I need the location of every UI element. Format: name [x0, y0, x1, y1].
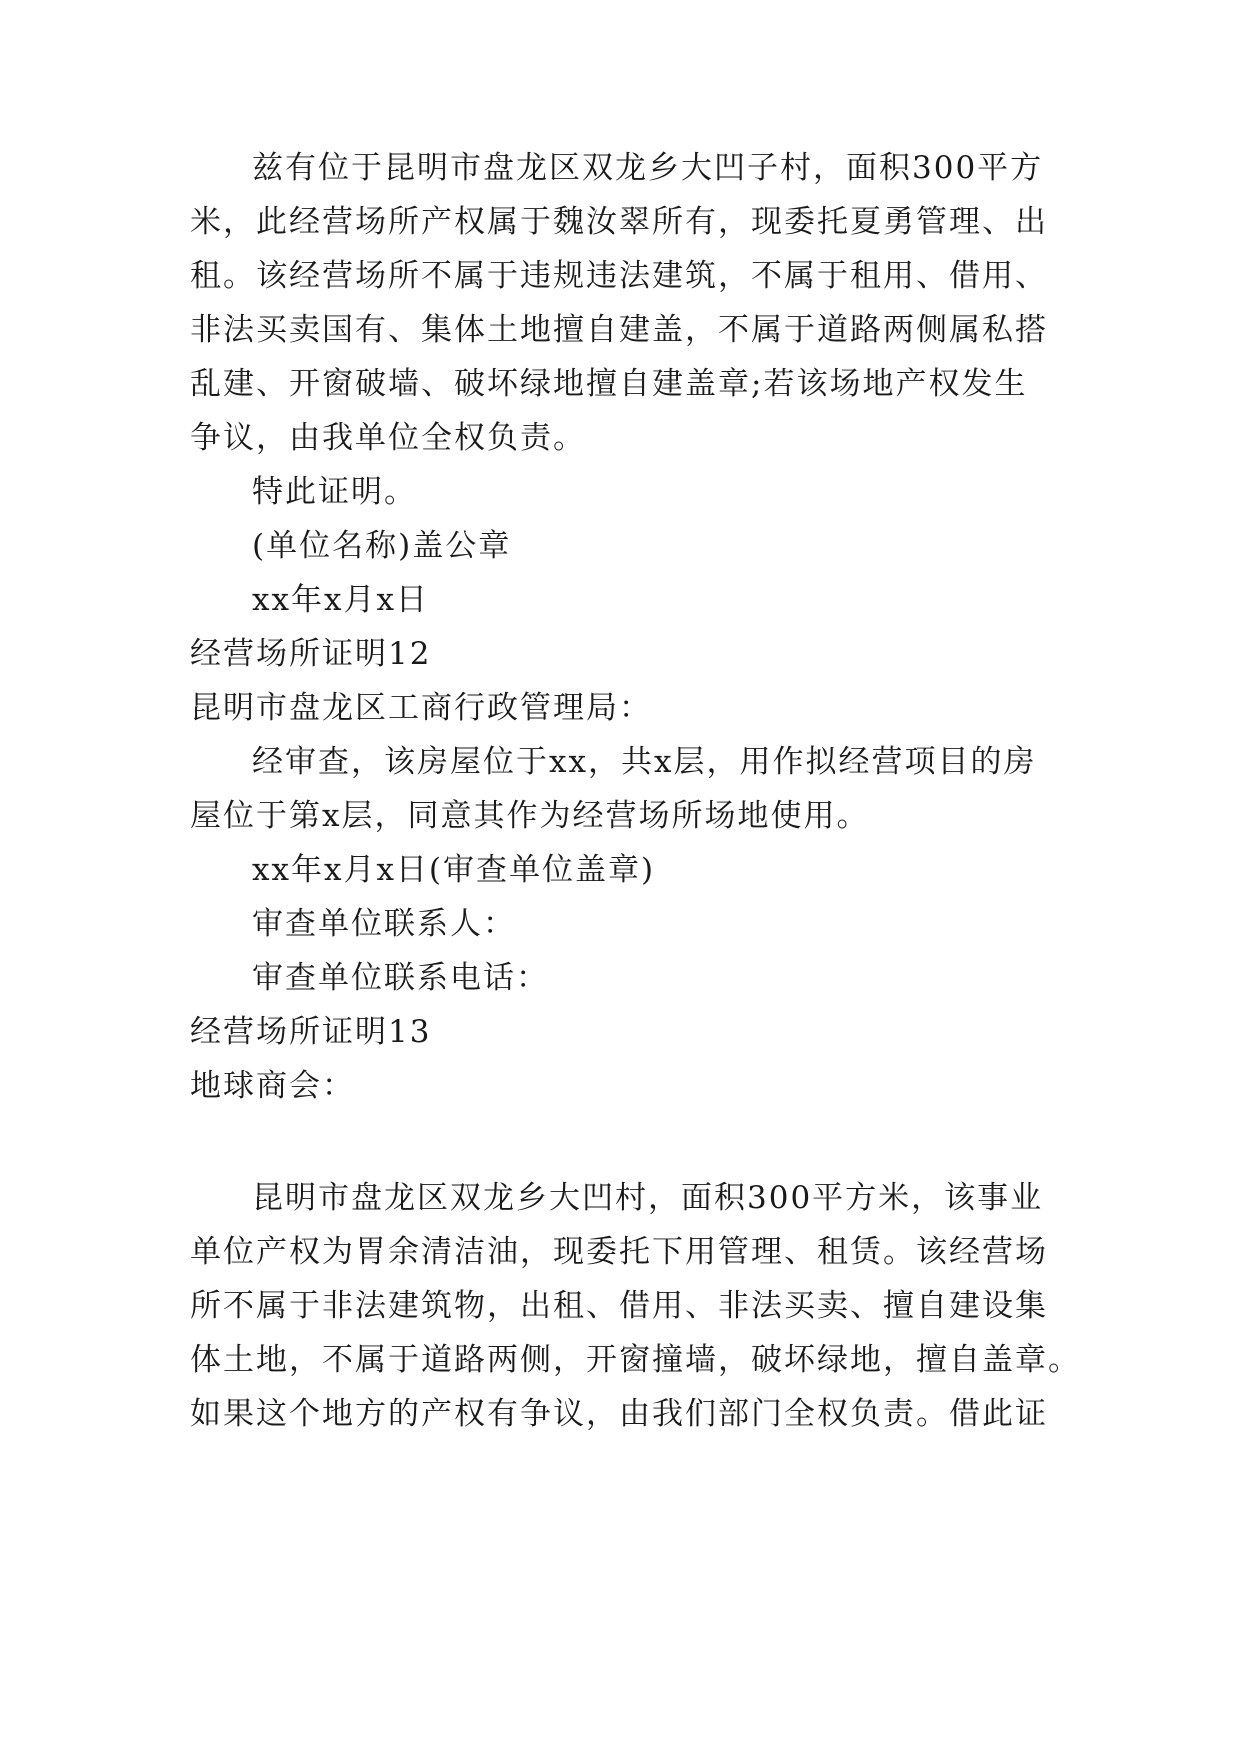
paragraph-line: 如果这个地方的产权有争议，由我们部门全权负责。借此证 — [190, 1396, 1048, 1432]
date-line: xx年x月x日 — [252, 582, 429, 618]
paragraph-line: 屋位于第x层，同意其作为经营场所场地使用。 — [190, 798, 870, 834]
addressee: 地球商会： — [190, 1068, 355, 1104]
seal-line: (单位名称)盖公章 — [252, 528, 512, 564]
paragraph-line: 经审查，该房屋位于xx，共x层，用作拟经营项目的房 — [252, 744, 1037, 780]
section-heading: 经营场所证明12 — [190, 636, 432, 672]
paragraph-line: 租。该经营场所不属于违规违法建筑，不属于租用、借用、 — [190, 258, 1048, 294]
paragraph-line: 体土地，不属于道路两侧，开窗撞墙，破坏绿地，擅自盖章。 — [190, 1342, 1081, 1378]
paragraph-line: 单位产权为胃余清洁油，现委托下用管理、租赁。该经营场 — [190, 1234, 1048, 1270]
paragraph-line: 米，此经营场所产权属于魏汝翠所有，现委托夏勇管理、出 — [190, 204, 1048, 240]
paragraph-line: 争议，由我单位全权负责。 — [190, 420, 586, 456]
phone-line: 审查单位联系电话： — [252, 960, 549, 996]
special-note: 特此证明。 — [252, 474, 417, 510]
contact-line: 审查单位联系人： — [252, 906, 516, 942]
paragraph-line: 昆明市盘龙区双龙乡大凹村，面积300平方米，该事业 — [252, 1180, 1044, 1216]
paragraph-line: 乱建、开窗破墙、破坏绿地擅自建盖章;若该场地产权发生 — [190, 366, 1028, 402]
paragraph-line: 所不属于非法建筑物，出租、借用、非法买卖、擅自建设集 — [190, 1288, 1048, 1324]
addressee: 昆明市盘龙区工商行政管理局： — [190, 690, 652, 726]
section-heading: 经营场所证明13 — [190, 1014, 432, 1050]
paragraph-line: 非法买卖国有、集体土地擅自建盖，不属于道路两侧属私搭 — [190, 312, 1048, 348]
date-seal-line: xx年x月x日(审查单位盖章) — [252, 852, 656, 888]
paragraph-line: 兹有位于昆明市盘龙区双龙乡大凹子村，面积300平方 — [252, 150, 1044, 186]
